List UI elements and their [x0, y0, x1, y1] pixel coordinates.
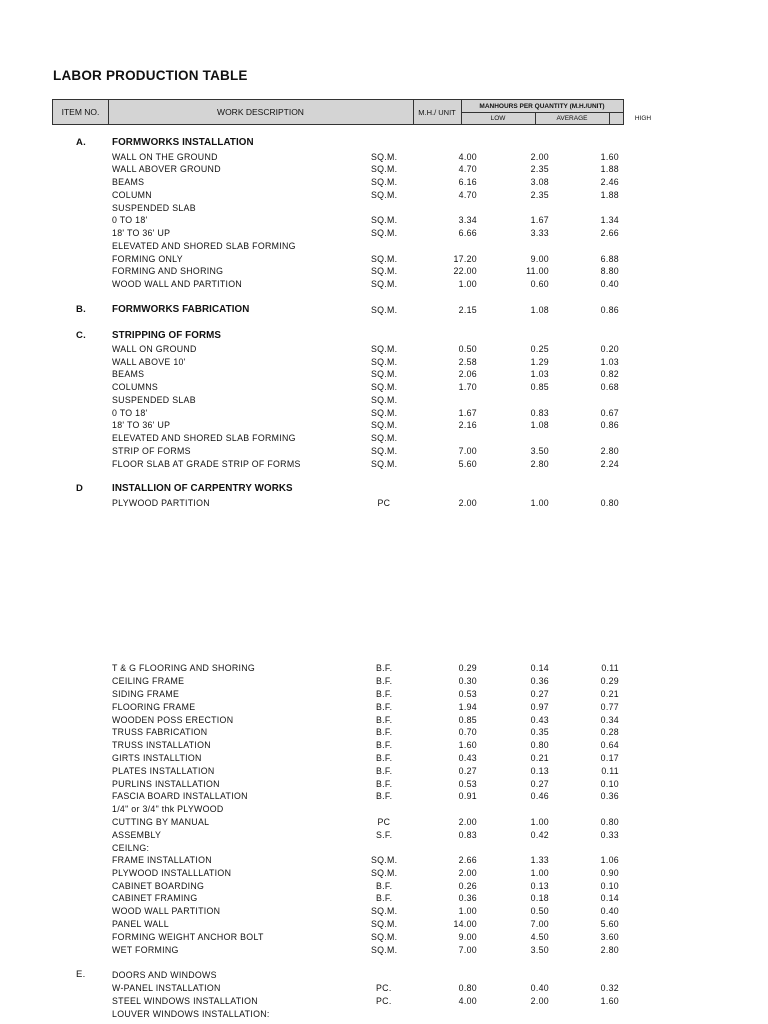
average-value: 0.85	[530, 382, 549, 392]
table-row	[0, 739, 768, 751]
high-value: 1.88	[600, 190, 619, 200]
unit: SQ.M.	[371, 433, 398, 443]
table-row	[0, 854, 768, 866]
unit: SQ.M.	[371, 344, 398, 354]
low-value: 4.70	[458, 164, 477, 174]
unit: SQ.M.	[371, 279, 398, 289]
table-row	[0, 701, 768, 713]
header-high: HIGH	[634, 114, 652, 122]
table-row	[0, 265, 768, 277]
table-row	[0, 982, 768, 994]
average-value: 0.43	[530, 715, 549, 725]
work-description: CUTTING BY MANUAL	[112, 817, 210, 827]
high-value: 6.88	[600, 254, 619, 264]
table-row	[0, 445, 768, 457]
average-value: 1.33	[530, 855, 549, 865]
table-row	[0, 765, 768, 777]
table-row	[0, 497, 768, 509]
work-description: ELEVATED AND SHORED SLAB FORMING	[112, 433, 296, 443]
average-value: 3.08	[530, 177, 549, 187]
high-value: 0.40	[600, 279, 619, 289]
unit: SQ.M.	[371, 446, 398, 456]
item-number: C.	[76, 330, 87, 341]
unit: SQ.M.	[371, 164, 398, 174]
average-value: 0.97	[530, 702, 549, 712]
low-value: 0.70	[458, 727, 477, 737]
table-row	[0, 905, 768, 917]
low-value: 4.00	[458, 152, 477, 162]
table-row	[0, 240, 768, 252]
low-value: 3.34	[458, 215, 477, 225]
average-value: 11.00	[526, 266, 549, 276]
table-row	[0, 381, 768, 393]
work-description: CABINET FRAMING	[112, 893, 198, 903]
table-row	[0, 432, 768, 444]
unit: SQ.M.	[371, 459, 398, 469]
work-description: COLUMN	[112, 190, 152, 200]
work-description: FLOOR SLAB AT GRADE STRIP OF FORMS	[112, 459, 301, 469]
low-value: 14.00	[453, 919, 477, 929]
low-value: 0.53	[458, 689, 477, 699]
average-value: 0.36	[530, 676, 549, 686]
unit: B.F.	[376, 893, 393, 903]
work-description: FASCIA BOARD INSTALLATION	[112, 791, 248, 801]
high-value: 3.60	[600, 932, 619, 942]
low-value: 17.20	[453, 254, 477, 264]
average-value: 1.29	[530, 357, 549, 367]
high-value: 0.21	[600, 689, 619, 699]
section-title: STRIPPING OF FORMS	[112, 330, 222, 341]
table-row	[0, 151, 768, 163]
average-value: 7.00	[530, 919, 549, 929]
unit: SQ.M.	[371, 855, 398, 865]
work-description: FLOORING FRAME	[112, 702, 196, 712]
low-value: 0.80	[458, 983, 477, 993]
high-value: 0.11	[601, 663, 619, 673]
table-row	[0, 867, 768, 879]
work-description: CEILNG:	[112, 843, 150, 853]
table-row	[0, 880, 768, 892]
work-description: SIDING FRAME	[112, 689, 180, 699]
low-value: 0.53	[458, 779, 477, 789]
unit: B.F.	[376, 740, 393, 750]
high-value: 2.46	[600, 177, 619, 187]
high-value: 0.40	[600, 906, 619, 916]
work-description: FORMING AND SHORING	[112, 266, 224, 276]
average-value: 1.00	[530, 868, 549, 878]
high-value: 1.06	[600, 855, 619, 865]
high-value: 0.86	[600, 305, 619, 315]
average-value: 3.33	[530, 228, 549, 238]
low-value: 0.85	[458, 715, 477, 725]
work-description: WALL ABOVE 10'	[112, 357, 186, 367]
work-description: WALL ON THE GROUND	[112, 152, 218, 162]
unit: B.F.	[376, 766, 393, 776]
work-description: PLATES INSTALLATION	[112, 766, 215, 776]
work-description: STRIP OF FORMS	[112, 446, 191, 456]
item-number: A.	[76, 137, 87, 148]
high-value: 0.11	[601, 766, 619, 776]
table-row	[0, 214, 768, 226]
high-value: 0.20	[600, 344, 619, 354]
unit: B.F.	[376, 676, 393, 686]
table-row	[0, 278, 768, 290]
average-value: 0.18	[530, 893, 549, 903]
work-description: W-PANEL INSTALLATION	[112, 983, 221, 993]
low-value: 2.00	[458, 498, 477, 508]
header-low: LOW	[461, 112, 536, 124]
low-value: 2.00	[458, 817, 477, 827]
high-value: 0.14	[600, 893, 619, 903]
unit: PC	[377, 817, 391, 827]
work-description: WOOD WALL AND PARTITION	[112, 279, 243, 289]
low-value: 0.50	[458, 344, 477, 354]
average-value: 1.08	[530, 420, 549, 430]
low-value: 1.70	[458, 382, 477, 392]
work-description: FORMING WEIGHT ANCHOR BOLT	[112, 932, 264, 942]
average-value: 4.50	[530, 932, 549, 942]
high-value: 0.82	[600, 369, 619, 379]
average-value: 0.46	[530, 791, 549, 801]
low-value: 0.30	[458, 676, 477, 686]
unit: SQ.M.	[371, 357, 398, 367]
unit: SQ.M.	[371, 932, 398, 942]
high-value: 0.36	[600, 791, 619, 801]
work-description: SUSPENDED SLAB	[112, 395, 196, 405]
unit: SQ.M.	[371, 254, 398, 264]
table-row	[0, 189, 768, 201]
section-row	[0, 137, 768, 149]
table-row	[0, 407, 768, 419]
high-value: 0.29	[600, 676, 619, 686]
low-value: 1.60	[458, 740, 477, 750]
high-value: 0.28	[600, 727, 619, 737]
high-value: 0.10	[600, 779, 619, 789]
section-row	[0, 483, 768, 495]
table-row	[0, 829, 768, 841]
average-value: 2.80	[530, 459, 549, 469]
work-description: TRUSS FABRICATION	[112, 727, 208, 737]
unit: S.F.	[376, 830, 393, 840]
high-value: 2.66	[600, 228, 619, 238]
average-value: 0.14	[530, 663, 549, 673]
unit: SQ.M.	[371, 152, 398, 162]
work-description: 0 TO 18'	[112, 215, 148, 225]
work-description: BEAMS	[112, 177, 145, 187]
header-item-no: ITEM NO.	[53, 100, 109, 124]
high-value: 2.24	[600, 459, 619, 469]
work-description: STEEL WINDOWS INSTALLATION	[112, 996, 258, 1006]
high-value: 1.34	[600, 215, 619, 225]
low-value: 2.15	[458, 305, 477, 315]
unit: SQ.M.	[371, 177, 398, 187]
table-row	[0, 969, 768, 981]
table-row	[0, 202, 768, 214]
unit: B.F.	[376, 779, 393, 789]
high-value: 0.90	[600, 868, 619, 878]
unit: B.F.	[376, 663, 393, 673]
high-value: 1.03	[600, 357, 619, 367]
unit: SQ.M.	[371, 369, 398, 379]
low-value: 22.00	[453, 266, 477, 276]
table-row	[0, 675, 768, 687]
work-description: WET FORMING	[112, 945, 179, 955]
high-value: 0.80	[600, 498, 619, 508]
header-work-description: WORK DESCRIPTION	[108, 100, 414, 124]
low-value: 2.66	[458, 855, 477, 865]
work-description: 1/4" or 3/4" thk PLYWOOD	[112, 804, 224, 814]
average-value: 1.03	[530, 369, 549, 379]
low-value: 1.00	[458, 279, 477, 289]
section-title: FORMWORKS INSTALLATION	[112, 137, 254, 148]
unit: SQ.M.	[371, 305, 398, 315]
work-description: CABINET BOARDING	[112, 881, 205, 891]
average-value: 0.27	[530, 689, 549, 699]
low-value: 2.06	[458, 369, 477, 379]
unit: B.F.	[376, 715, 393, 725]
high-value: 2.80	[600, 945, 619, 955]
work-description: ELEVATED AND SHORED SLAB FORMING	[112, 241, 296, 251]
high-value: 0.86	[600, 420, 619, 430]
table-row	[0, 419, 768, 431]
table-row	[0, 458, 768, 470]
table-row	[0, 343, 768, 355]
table-row	[0, 726, 768, 738]
average-value: 0.60	[530, 279, 549, 289]
low-value: 7.00	[458, 446, 477, 456]
low-value: 5.60	[458, 459, 477, 469]
low-value: 6.66	[458, 228, 477, 238]
section-row	[0, 330, 768, 342]
work-description: DOORS AND WINDOWS	[112, 970, 217, 980]
work-description: WOOD WALL PARTITION	[112, 906, 221, 916]
unit: B.F.	[376, 727, 393, 737]
table-row	[0, 227, 768, 239]
average-value: 0.25	[530, 344, 549, 354]
work-description: 0 TO 18'	[112, 408, 148, 418]
unit: SQ.M.	[371, 408, 398, 418]
high-value: 1.88	[600, 164, 619, 174]
high-value: 0.77	[600, 702, 619, 712]
work-description: T & G FLOORING AND SHORING	[112, 663, 256, 673]
work-description: FRAME INSTALLATION	[112, 855, 212, 865]
unit: B.F.	[376, 702, 393, 712]
low-value: 1.94	[458, 702, 477, 712]
item-number: E.	[76, 969, 86, 980]
work-description: CEILING FRAME	[112, 676, 185, 686]
high-value: 0.68	[600, 382, 619, 392]
table-row	[0, 714, 768, 726]
table-row	[0, 892, 768, 904]
table-row	[0, 790, 768, 802]
table-row	[0, 803, 768, 815]
low-value: 1.00	[458, 906, 477, 916]
work-description: ASSEMBLY	[112, 830, 162, 840]
high-value: 5.60	[600, 919, 619, 929]
high-value: 0.10	[600, 881, 619, 891]
unit: SQ.M.	[371, 906, 398, 916]
average-value: 0.35	[530, 727, 549, 737]
work-description: GIRTS INSTALLTION	[112, 753, 202, 763]
high-value: 0.34	[600, 715, 619, 725]
unit: PC	[377, 498, 391, 508]
average-value: 1.00	[530, 498, 549, 508]
unit: SQ.M.	[371, 919, 398, 929]
header-average: AVERAGE	[535, 112, 610, 124]
low-value: 0.26	[458, 881, 477, 891]
high-value: 0.80	[600, 817, 619, 827]
low-value: 2.00	[458, 868, 477, 878]
work-description: LOUVER WINDOWS INSTALLATION:	[112, 1009, 270, 1019]
unit: SQ.M.	[371, 382, 398, 392]
table-row	[0, 752, 768, 764]
low-value: 4.00	[458, 996, 477, 1006]
high-value: 2.80	[600, 446, 619, 456]
header-manhours: MANHOURS PER QUANTITY (M.H./UNIT)	[461, 100, 623, 113]
unit: PC.	[376, 996, 392, 1006]
average-value: 9.00	[530, 254, 549, 264]
average-value: 2.35	[530, 190, 549, 200]
work-description: TRUSS INSTALLATION	[112, 740, 211, 750]
table-row	[0, 368, 768, 380]
high-value: 1.60	[600, 152, 619, 162]
table-row	[0, 995, 768, 1007]
unit: PC.	[376, 983, 392, 993]
low-value: 6.16	[458, 177, 477, 187]
average-value: 0.50	[530, 906, 549, 916]
unit: SQ.M.	[371, 420, 398, 430]
section-title: INSTALLION OF CARPENTRY WORKS	[112, 483, 293, 494]
work-description: WALL ON GROUND	[112, 344, 197, 354]
unit: SQ.M.	[371, 395, 398, 405]
table-row	[0, 816, 768, 828]
average-value: 3.50	[530, 446, 549, 456]
unit: B.F.	[376, 689, 393, 699]
work-description: COLUMNS	[112, 382, 159, 392]
work-description: BEAMS	[112, 369, 145, 379]
unit: SQ.M.	[371, 215, 398, 225]
high-value: 0.17	[600, 753, 619, 763]
table-header	[52, 99, 652, 125]
table-row	[0, 1008, 768, 1020]
header-mh-unit: M.H./ UNIT	[413, 100, 462, 124]
average-value: 2.00	[530, 152, 549, 162]
low-value: 0.43	[458, 753, 477, 763]
average-value: 0.21	[530, 753, 549, 763]
unit: B.F.	[376, 791, 393, 801]
unit: SQ.M.	[371, 228, 398, 238]
average-value: 0.13	[530, 766, 549, 776]
low-value: 1.67	[458, 408, 477, 418]
work-description: SUSPENDED SLAB	[112, 203, 196, 213]
average-value: 0.42	[530, 830, 549, 840]
table-row	[0, 778, 768, 790]
unit: SQ.M.	[371, 945, 398, 955]
low-value: 0.83	[458, 830, 477, 840]
section-title: FORMWORKS FABRICATION	[112, 304, 250, 315]
high-value: 0.64	[600, 740, 619, 750]
average-value: 1.00	[530, 817, 549, 827]
low-value: 2.58	[458, 357, 477, 367]
work-description: PANEL WALL	[112, 919, 169, 929]
average-value: 0.80	[530, 740, 549, 750]
low-value: 0.36	[458, 893, 477, 903]
low-value: 7.00	[458, 945, 477, 955]
work-description: PLYWOOD PARTITION	[112, 498, 210, 508]
unit: B.F.	[376, 753, 393, 763]
table-row	[0, 163, 768, 175]
average-value: 0.27	[530, 779, 549, 789]
high-value: 0.33	[600, 830, 619, 840]
high-value: 0.67	[600, 408, 619, 418]
item-number: B.	[76, 304, 87, 315]
average-value: 3.50	[530, 945, 549, 955]
table-row	[0, 931, 768, 943]
low-value: 9.00	[458, 932, 477, 942]
table-row	[0, 842, 768, 854]
table-row	[0, 394, 768, 406]
low-value: 0.29	[458, 663, 477, 673]
high-value: 1.60	[600, 996, 619, 1006]
high-value: 8.80	[600, 266, 619, 276]
work-description: WALL ABOVER GROUND	[112, 164, 221, 174]
page-title: LABOR PRODUCTION TABLE	[53, 68, 248, 83]
average-value: 2.35	[530, 164, 549, 174]
unit: SQ.M.	[371, 266, 398, 276]
average-value: 0.13	[530, 881, 549, 891]
unit: SQ.M.	[371, 190, 398, 200]
table-row	[0, 176, 768, 188]
unit: SQ.M.	[371, 868, 398, 878]
table-row	[0, 688, 768, 700]
unit: B.F.	[376, 881, 393, 891]
table-row	[0, 253, 768, 265]
average-value: 1.67	[530, 215, 549, 225]
table-row	[0, 944, 768, 956]
section-row	[0, 304, 768, 316]
work-description: FORMING ONLY	[112, 254, 183, 264]
low-value: 0.91	[458, 791, 477, 801]
work-description: 18' TO 36' UP	[112, 228, 171, 238]
work-description: PURLINS INSTALLATION	[112, 779, 220, 789]
table-row	[0, 356, 768, 368]
work-description: PLYWOOD INSTALLLATION	[112, 868, 232, 878]
work-description: 18' TO 36' UP	[112, 420, 171, 430]
average-value: 0.83	[530, 408, 549, 418]
item-number: D	[76, 483, 84, 494]
work-description: WOODEN POSS ERECTION	[112, 715, 234, 725]
low-value: 0.27	[458, 766, 477, 776]
low-value: 4.70	[458, 190, 477, 200]
table-row	[0, 918, 768, 930]
average-value: 2.00	[530, 996, 549, 1006]
low-value: 2.16	[458, 420, 477, 430]
high-value: 0.32	[600, 983, 619, 993]
average-value: 1.08	[530, 305, 549, 315]
table-row	[0, 662, 768, 674]
average-value: 0.40	[530, 983, 549, 993]
